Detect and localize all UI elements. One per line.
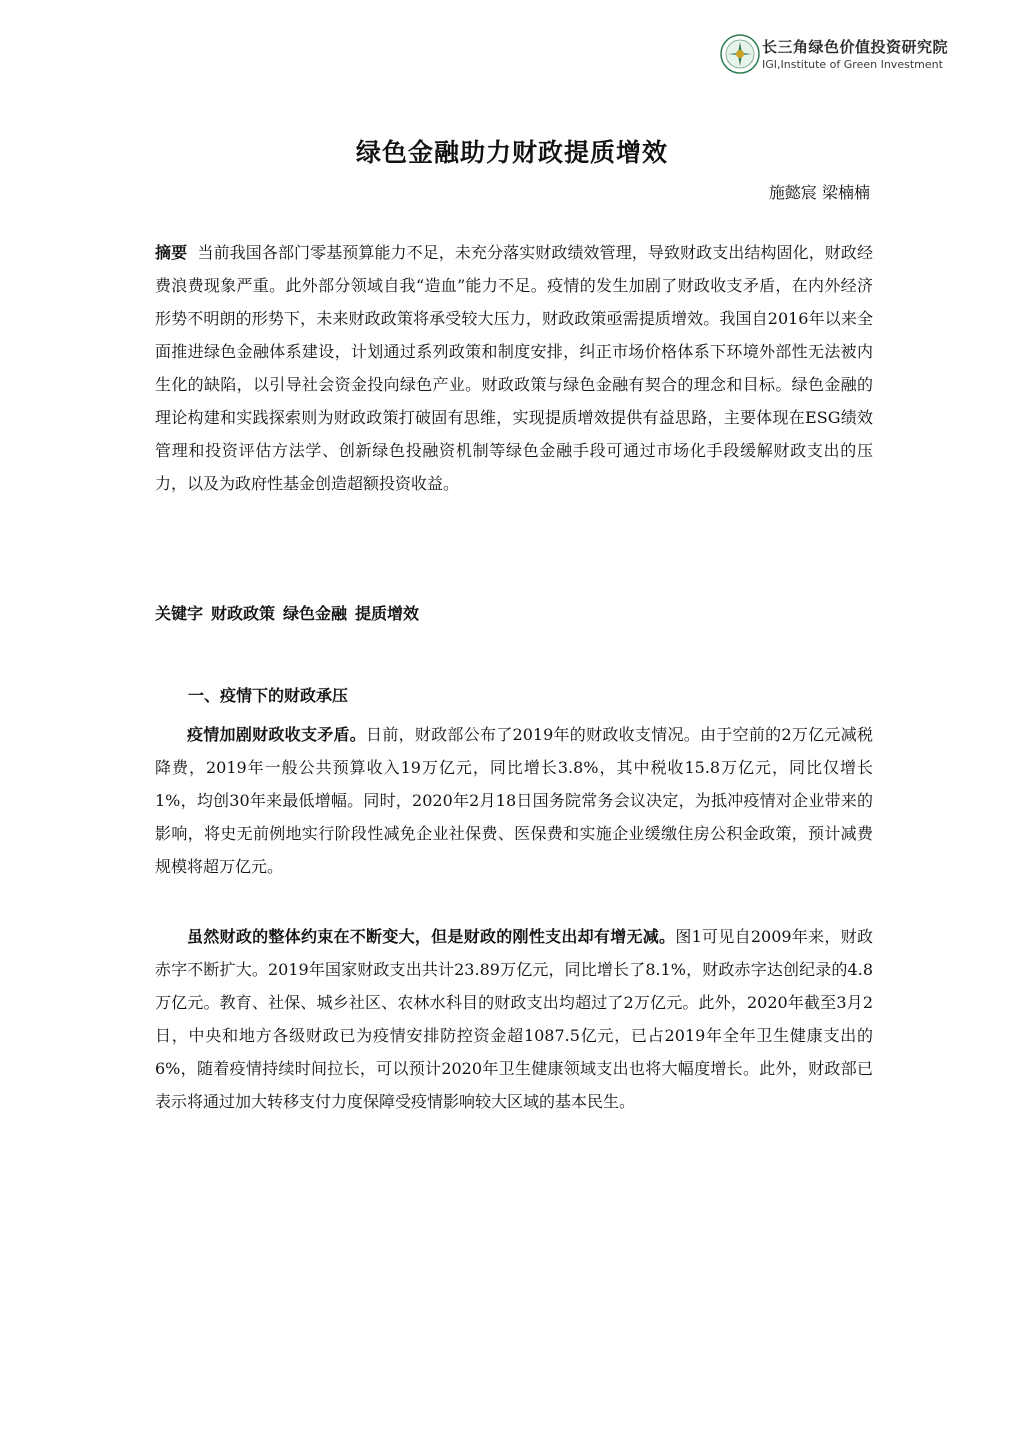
institute-logo — [720, 34, 970, 78]
body-paragraph-1 — [155, 718, 873, 883]
section-heading: 一、疫情下的财政承压 — [188, 686, 349, 705]
body-paragraph-2 — [155, 920, 873, 1118]
abstract-paragraph — [155, 236, 873, 500]
keyword-item: 财政政策 — [211, 604, 276, 623]
authors: 施懿宸 梁楠楠 — [768, 183, 870, 202]
institute-name-cn: 长三角绿色价值投资研究院 — [762, 38, 949, 56]
logo-emblem-icon — [720, 34, 760, 74]
abstract-label: 摘要 — [155, 243, 188, 262]
paragraph-lead: 虽然财政的整体约束在不断变大，但是财政的刚性支出却有增无减。 — [187, 927, 676, 946]
paragraph-text: 日前，财政部公布了2019年的财政收支情况。由于空前的2万亿元减税降费，2019年一般公共预算收入19万亿元，同比增长3.8%，其中税收15.8万亿元，同比仅增长1%，均创30年来最低增幅。同时，2020年2月18日国务院常务会议决定，为抵冲疫情对企业带来的影响，将史无前例地实行阶段性减免企业社保费、医保费和实施企业缓缴住房公积金政策，预计减费规模将超万亿元。 — [155, 725, 873, 876]
keyword-item: 绿色金融 — [283, 604, 348, 623]
keyword-item: 提质增效 — [355, 604, 420, 623]
document-title: 绿色金融助力财政提质增效 — [355, 138, 668, 167]
paragraph-text: 图1可见自2009年来，财政赤字不断扩大。2019年国家财政支出共计23.89万亿元，同比增长了8.1%，财政赤字达创纪录的4.8万亿元。教育、社保、城乡社区、农林水科目的财政支出均超过了2万亿元。此外，2020年截至3月2日，中央和地方各级财政已为疫情安排防控资金超1087.5亿元，已占2019年全年卫生健康支出的6%，随着疫情持续时间拉长，可以预计2020年卫生健康领域支出也将大幅度增长。此外，财政部已表示将通过加大转移支付力度保障受疫情影响较大区域的基本民生。 — [155, 927, 873, 1111]
institute-name-en: IGI,Institute of Green Investment — [762, 58, 943, 71]
keywords-label: 关键字 — [155, 604, 204, 623]
paragraph-lead: 疫情加剧财政收支矛盾。 — [187, 725, 367, 744]
abstract-text: 当前我国各部门零基预算能力不足，未充分落实财政绩效管理，导致财政支出结构固化，财政经费浪费现象严重。此外部分领域自我“造血”能力不足。疫情的发生加剧了财政收支矛盾，在内外经济形势不明朗的形势下，未来财政政策将承受较大压力，财政政策亟需提质增效。我国自2016年以来全面推进绿色金融体系建设，计划通过系列政策和制度安排，纠正市场价格体系下环境外部性无法被内生化的缺陷，以引导社会资金投向绿色产业。财政政策与绿色金融有契合的理念和目标。绿色金融的理论构建和实践探索则为财政政策打破固有思维，实现提质增效提供有益思路，主要体现在ESG绩效管理和投资评估方法学、创新绿色投融资机制等绿色金融手段可通过市场化手段缓解财政支出的压力，以及为政府性基金创造超额投资收益。 — [155, 243, 873, 493]
keywords-line — [155, 601, 419, 624]
